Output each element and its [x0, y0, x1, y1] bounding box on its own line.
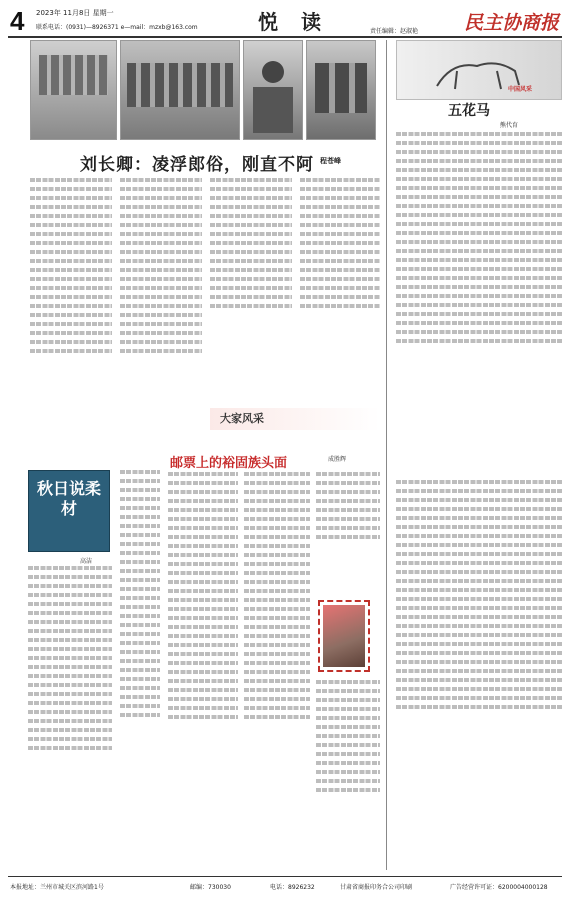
- top-story-column-4: [300, 178, 380, 403]
- header-rule: [8, 36, 562, 38]
- dajia-body-3: [316, 472, 380, 592]
- group-photo-center: [120, 40, 240, 140]
- autumn-body-1: [28, 566, 112, 866]
- footer-postcode: 邮编：730030: [190, 884, 231, 891]
- editor-credit: 责任编辑：赵淑艳: [370, 28, 419, 35]
- newspaper-brand: 民主协商报: [464, 12, 560, 34]
- page-number: 4: [10, 6, 25, 36]
- wuhuama-title: 五花马: [448, 103, 490, 119]
- footer-rule: [8, 876, 562, 877]
- autumn-title-box: [28, 470, 110, 552]
- top-story-headline: 刘长卿：凌浮郎俗，刚直不阿: [80, 155, 314, 175]
- top-story-author: 程苍峰: [320, 156, 341, 165]
- dajia-body-2: [244, 472, 310, 866]
- wuhuama-author: 熊代育: [500, 122, 519, 129]
- wuhuama-body-continued: [396, 480, 562, 860]
- footer-address: 本报地址：兰州市城关区滨河路1号: [10, 884, 104, 891]
- group-photo-left: [30, 40, 117, 140]
- stamp-image: [318, 600, 370, 672]
- top-story-column-2: [120, 178, 202, 468]
- autumn-body-2: [120, 470, 160, 866]
- dajia-author: 成胜辉: [328, 456, 347, 463]
- dajia-column-label: 大家风采: [220, 412, 264, 425]
- right-column-divider: [386, 40, 387, 870]
- footer-phone: 电话：8926232: [270, 884, 315, 891]
- column-tag: 中国风采: [508, 86, 533, 93]
- dajia-headline: 邮票上的裕固族头面: [170, 456, 288, 471]
- autumn-author: 高洁: [80, 558, 93, 565]
- issue-date: 2023年 11月8日 星期一: [36, 9, 114, 17]
- contact-line: 联系电话：(0931)—8926371 e—mail：mzxb@163.com: [36, 24, 198, 31]
- dajia-body-1: [168, 472, 238, 866]
- wuhuama-body: [396, 132, 562, 472]
- section-title: 悦 读: [258, 10, 329, 34]
- portrait-photo: [243, 40, 303, 140]
- footer-printer: 甘肃省商报印务合公司印刷: [340, 884, 413, 891]
- dajia-body-4: [316, 680, 380, 866]
- couple-photo: [306, 40, 376, 140]
- top-story-column-3: [210, 178, 292, 403]
- footer-ad-permit: 广告经营许可证：6200004000128: [450, 884, 548, 891]
- horse-icon: [397, 41, 561, 99]
- autumn-title: 秋日说柔材: [36, 479, 101, 518]
- horse-illustration: [396, 40, 562, 100]
- top-story-column-1: [30, 178, 112, 468]
